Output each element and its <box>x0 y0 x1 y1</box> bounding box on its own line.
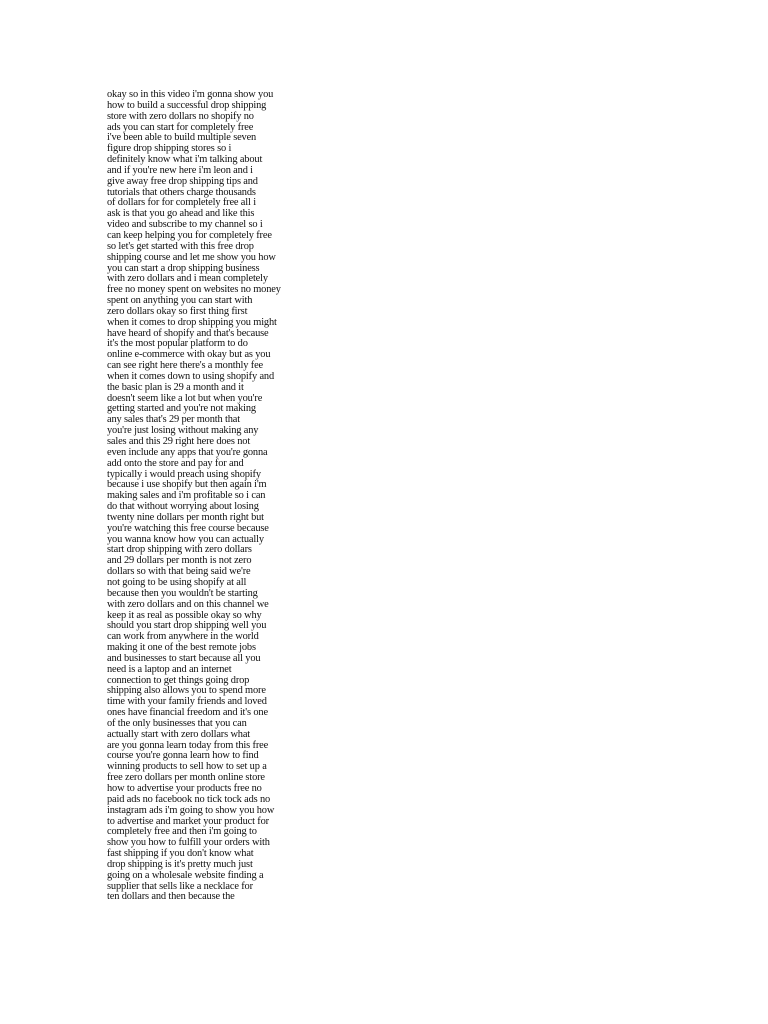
transcript-line: fast shipping if you don't know what <box>107 848 254 860</box>
transcript-line: how to build a successful drop shipping <box>107 99 267 111</box>
transcript-line: definitely know what i'm talking about <box>107 154 263 166</box>
transcript-line: of dollars for for completely free all i <box>107 197 256 209</box>
transcript-line: shipping course and let me show you how <box>107 251 276 263</box>
transcript-line: can see right here there's a monthly fee <box>107 360 263 372</box>
transcript-line: dollars so with that being said we're <box>107 566 251 578</box>
transcript-line: connection to get things going drop <box>107 674 250 686</box>
transcript-line: going on a wholesale website finding a <box>107 869 264 881</box>
transcript-line: and if you're new here i'm leon and i <box>107 164 253 176</box>
transcript-line: free zero dollars per month online store <box>107 772 265 784</box>
transcript-line: any sales that's 29 per month that <box>107 414 240 426</box>
transcript-line: the basic plan is 29 a month and it <box>107 381 244 393</box>
transcript-line: making it one of the best remote jobs <box>107 642 256 654</box>
transcript-line: figure drop shipping stores so i <box>107 143 232 155</box>
transcript-line: because then you wouldn't be starting <box>107 587 258 599</box>
transcript-line: give away free drop shipping tips and <box>107 175 258 187</box>
transcript-line: free no money spent on websites no money <box>107 284 281 296</box>
transcript-line: and 29 dollars per month is not zero <box>107 555 252 567</box>
transcript-line: actually start with zero dollars what <box>107 728 251 740</box>
transcript-line: show you how to fulfill your orders with <box>107 837 270 849</box>
transcript-line: can work from anywhere in the world <box>107 631 259 643</box>
transcript-line: you can start a drop shipping business <box>107 262 260 274</box>
transcript-line: ads you can start for completely free <box>107 121 254 133</box>
transcript-line: completely free and then i'm going to <box>107 826 257 838</box>
transcript-line: ask is that you go ahead and like this <box>107 208 255 220</box>
transcript-line: video and subscribe to my channel so i <box>107 219 263 231</box>
transcript-line: start drop shipping with zero dollars <box>107 544 252 556</box>
transcript-line: can keep helping you for completely free <box>107 229 272 241</box>
transcript-line: course you're gonna learn how to find <box>107 750 259 762</box>
transcript-line: typically i would preach using shopify <box>107 468 261 480</box>
transcript-line: instagram ads i'm going to show you how <box>107 804 275 816</box>
transcript-line: need is a laptop and an internet <box>107 663 232 675</box>
transcript-line: drop shipping is it's pretty much just <box>107 858 253 870</box>
transcript-line: when it comes down to using shopify and <box>107 370 275 382</box>
transcript-line: you're just losing without making any <box>107 425 259 437</box>
transcript-line: making sales and i'm profitable so i can <box>107 490 266 502</box>
transcript-line: okay so in this video i'm gonna show you <box>107 89 274 100</box>
transcript-line: sales and this 29 right here does not <box>107 436 251 447</box>
transcript-line: not going to be using shopify at all <box>107 576 247 588</box>
transcript-line: doesn't seem like a lot but when you're <box>107 392 263 404</box>
transcript-line: getting started and you're not making <box>107 403 256 415</box>
transcript-text <box>107 90 407 903</box>
transcript-line: online e-commerce with okay but as you <box>107 349 271 361</box>
transcript-line: supplier that sells like a necklace for <box>107 880 253 892</box>
transcript-line: you wanna know how you can actually <box>107 533 264 545</box>
transcript-line: shipping also allows you to spend more <box>107 685 266 697</box>
transcript-line: of the only businesses that you can <box>107 717 247 729</box>
transcript-line: tutorials that others charge thousands <box>107 186 256 198</box>
transcript-line: add onto the store and pay for and <box>107 457 244 469</box>
transcript-line: with zero dollars and on this channel we <box>107 598 269 610</box>
transcript-line: store with zero dollars no shopify no <box>107 110 254 122</box>
transcript-line: i've been able to build multiple seven <box>107 132 257 144</box>
transcript-line: are you gonna learn today from this free <box>107 739 269 751</box>
transcript-line: do that without worrying about losing <box>107 501 259 513</box>
transcript-line: it's the most popular platform to do <box>107 338 248 350</box>
transcript-line: should you start drop shipping well you <box>107 620 267 632</box>
transcript-line: spent on anything you can start with <box>107 295 253 307</box>
transcript-line: to advertise and market your product for <box>107 815 269 827</box>
transcript-line: because i use shopify but then again i'm <box>107 479 267 491</box>
transcript-line: keep it as real as possible okay so why <box>107 609 262 621</box>
transcript-line: you're watching this free course because <box>107 522 269 534</box>
transcript-line: twenty nine dollars per month right but <box>107 511 264 523</box>
transcript-line: so let's get started with this free drop <box>107 240 254 252</box>
transcript-line: ones have financial freedom and it's one <box>107 707 268 719</box>
transcript-line: time with your family friends and loved <box>107 696 267 708</box>
transcript-line: winning products to sell how to set up a <box>107 761 267 773</box>
transcript-line: and businesses to start because all you <box>107 652 261 664</box>
transcript-line: have heard of shopify and that's because <box>107 327 269 339</box>
transcript-line: when it comes to drop shipping you might <box>107 316 277 328</box>
transcript-line: paid ads no facebook no tick tock ads no <box>107 793 271 805</box>
transcript-line: with zero dollars and i mean completely <box>107 273 268 285</box>
transcript-line: zero dollars okay so first thing first <box>107 305 248 317</box>
transcript-line: how to advertise your products free no <box>107 783 262 794</box>
transcript-line: ten dollars and then because the <box>107 891 235 903</box>
transcript-line: even include any apps that you're gonna <box>107 446 268 458</box>
